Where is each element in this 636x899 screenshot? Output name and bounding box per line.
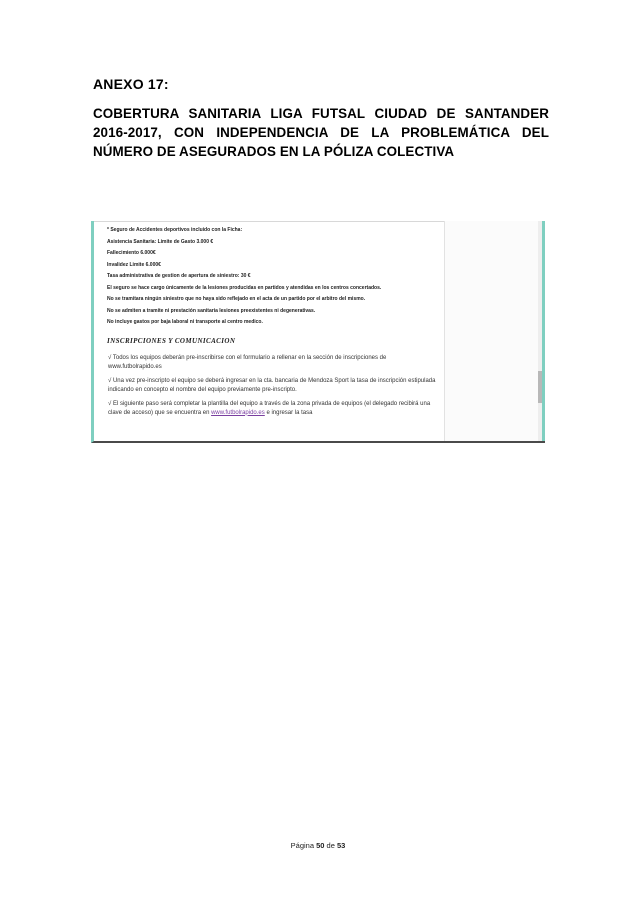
total-pages-number: 53 xyxy=(336,841,346,850)
coverage-line: Invalidez Limite 6.000€ xyxy=(107,261,161,268)
embedded-screenshot xyxy=(91,221,545,443)
paragraph-text: e ingresar la tasa xyxy=(264,409,313,416)
inscription-paragraph xyxy=(107,400,437,417)
coverage-line: Tasa administrativa de gestion de apertura de siniestro: 30 € xyxy=(107,273,251,279)
side-panel xyxy=(444,221,541,441)
coverage-line: No se tramitara ningún siniestro que no haya sido reflejado en el acta de un partido por el arbitro del mismo. xyxy=(107,296,366,302)
inscription-paragraph: √ Una vez pre-inscripto el equipo se deberá ingresar en la cta. bancaria de Mendoza Sport la tasa de inscripción estipulada indicando en concepto el nombre del equipo previamente pre-inscripto. xyxy=(108,378,436,393)
inscription-paragraph: √ Todos los equipos deberán pre-inscribirse con el formulario a rellenar en la sección de inscripciones de www.futbolrapido.es xyxy=(108,355,387,370)
right-accent-border xyxy=(542,221,545,441)
document-heading: COBERTURA SANITARIA LIGA FUTSAL CIUDAD DE SANTANDER 2016-2017, CON INDEPENDENCIA DE LA PROBLEMÁTICA DEL NÚMERO DE ASEGURADOS EN LA PÓLIZA COLECTIVA xyxy=(93,106,549,159)
coverage-line: Fallecimiento 6.000€ xyxy=(107,250,156,256)
page-label: Página xyxy=(290,841,315,850)
coverage-line: El seguro se hace cargo únicamente de la lesiones producidas en partidos y atendidas en los centros concertados. xyxy=(107,284,382,291)
annex-title: ANEXO 17: xyxy=(93,76,169,92)
inscriptions-section-title: INSCRIPCIONES Y COMUNICACION xyxy=(107,337,236,345)
coverage-line: No se admiten a tramite ni prestación sanitaria lesiones preexistentes ni degenerativas. xyxy=(107,307,316,314)
coverage-line: * Seguro de Accidentes deportivos incluido con la Ficha: xyxy=(107,227,243,233)
futbolrapido-link[interactable]: www.futbolrapido.es xyxy=(211,409,265,416)
paragraph-text: √ El siguiente paso será completar la plantilla del equipo a través de la zona privada de equipos (el delegado recibirá una clave de acceso) que se encuentra en xyxy=(108,401,431,416)
screenshot-content xyxy=(107,227,437,423)
current-page-number: 50 xyxy=(316,841,325,850)
coverage-line: Asistencia Sanitaria: Limite de Gasto 3.000 € xyxy=(107,238,214,245)
of-label: de xyxy=(326,841,335,850)
coverage-line: No incluye gastos por baja laboral ni transporte al centro medico. xyxy=(107,319,263,325)
page-footer xyxy=(0,841,636,850)
